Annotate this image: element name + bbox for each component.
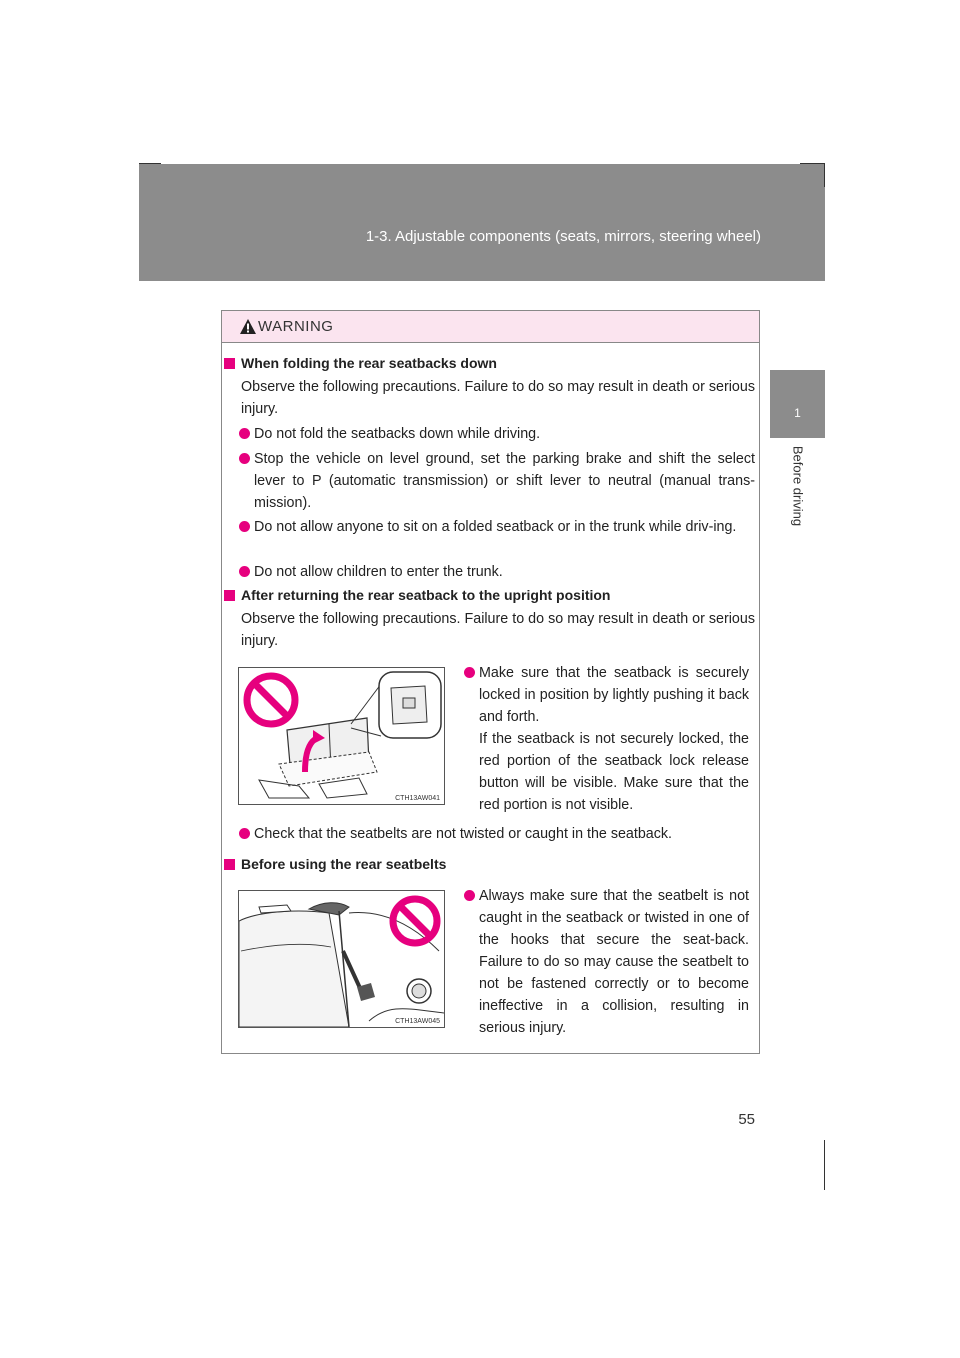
bullet-dot-icon <box>239 521 250 532</box>
crop-mark <box>824 1140 825 1190</box>
seatback-figure <box>238 667 445 805</box>
square-bullet-icon <box>224 859 235 870</box>
bullet-dot-icon <box>239 566 250 577</box>
section-heading: After returning the rear seatback to the upright position <box>224 587 610 603</box>
page-number: 55 <box>738 1111 755 1128</box>
square-bullet-icon <box>224 590 235 601</box>
bullet-dot-icon <box>464 890 475 901</box>
section-intro: Observe the following precautions. Failure to do so may result in death or serious injury. <box>241 611 755 649</box>
chapter-side-label <box>771 438 824 538</box>
section-heading: Before using the rear seatbelts <box>224 856 446 872</box>
figure-code: CTH13AW045 <box>395 1018 440 1025</box>
warning-header <box>222 311 759 343</box>
bullet-item: Stop the vehicle on level ground, set the parking brake and shift the select lever to P (automatic transmission) or shift lever to neutral (manual trans-mission). <box>239 448 755 514</box>
crop-mark <box>139 163 161 164</box>
bullet-item: Check that the seatbelts are not twisted or caught in the seatback. <box>239 823 755 845</box>
bullet-item: Do not allow anyone to sit on a folded seatback or in the trunk while driv-ing. <box>239 516 755 538</box>
chapter-number: 1 <box>794 406 801 420</box>
bullet-dot-icon <box>239 428 250 439</box>
bullet-item: Always make sure that the seatbelt is not caught in the seatback or twisted in one of the hooks that secure the seat-back. Failure to do so may cause the seatbelt to not be fastened correctly or to become ineffective in a collision, resulting in serious injury. <box>464 885 749 1039</box>
bullet-dot-icon <box>464 667 475 678</box>
square-bullet-icon <box>224 358 235 369</box>
header-band <box>139 164 825 281</box>
bullet-item: Do not allow children to enter the trunk. <box>239 561 755 583</box>
chapter-title: 1-3. Adjustable components (seats, mirrors, steering wheel) <box>365 228 761 245</box>
warning-title: WARNING <box>258 318 334 335</box>
seatbelt-figure <box>238 890 445 1028</box>
section-heading: When folding the rear seatbacks down <box>224 355 497 371</box>
crop-mark <box>800 163 824 164</box>
figure-code: CTH13AW041 <box>395 795 440 802</box>
chapter-side-label-text: Before driving <box>790 445 805 527</box>
seatbelt-illustration <box>239 891 444 1027</box>
bullet-dot-icon <box>239 453 250 464</box>
section-intro: Observe the following precautions. Failure to do so may result in death or serious injury. <box>241 379 755 417</box>
bullet-item: Make sure that the seatback is securely locked in position by lightly pushing it back and forth. If the seatback is not securely locked, the red portion of the seatback lock release button will be visible. Make sure that the red portion is not visible. <box>464 662 749 816</box>
bullet-dot-icon <box>239 828 250 839</box>
warning-box <box>221 310 760 1054</box>
seatback-illustration <box>239 668 444 804</box>
warning-triangle-icon <box>239 318 257 335</box>
bullet-item: Do not fold the seatbacks down while driving. <box>239 423 755 445</box>
crop-mark <box>824 163 825 187</box>
chapter-tab <box>770 370 825 438</box>
